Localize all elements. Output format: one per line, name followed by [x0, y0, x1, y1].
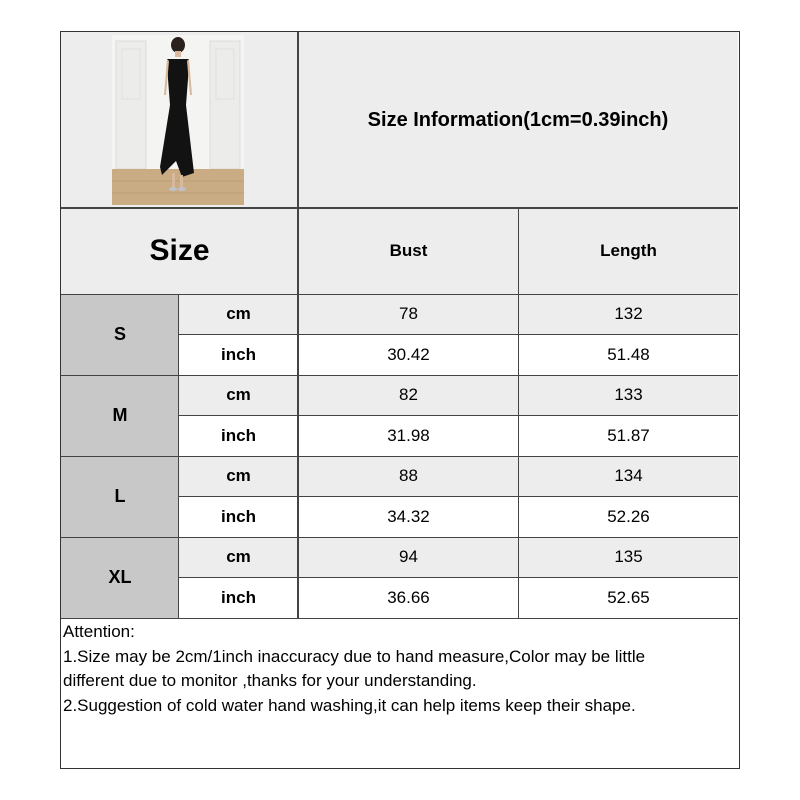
unit-label: inch: [221, 344, 256, 364]
length-value: [519, 537, 738, 577]
size-cell-s: [61, 294, 179, 375]
length-value: [519, 375, 738, 415]
grid-line: [61, 456, 738, 457]
grid-line: [61, 537, 738, 538]
value-text: 82: [399, 385, 418, 404]
value-text: 34.32: [387, 506, 430, 526]
value-text: 132: [614, 304, 643, 323]
value-text: 133: [614, 385, 643, 404]
grid-line: [61, 618, 738, 619]
unit-label: cm: [226, 466, 251, 485]
bust-value: [298, 334, 519, 375]
size-label: L: [114, 486, 126, 506]
bust-value: [298, 375, 519, 415]
value-text: 134: [614, 466, 643, 485]
bust-value: [298, 537, 519, 577]
bust-value: [298, 415, 519, 456]
unit-label: inch: [221, 587, 256, 607]
size-information-title: [298, 32, 738, 208]
unit-cell: [179, 537, 298, 577]
notes-line: different due to monitor ,thanks for your understanding.: [63, 671, 477, 690]
value-text: 94: [399, 547, 418, 566]
length-value: [519, 294, 738, 334]
value-text: 51.48: [607, 344, 650, 364]
unit-cell: [179, 294, 298, 334]
grid-line: [179, 577, 738, 578]
grid-line: [178, 294, 179, 618]
size-cell-l: [61, 456, 179, 537]
value-text: 36.66: [387, 587, 430, 607]
unit-cell: [179, 456, 298, 496]
size-label: S: [113, 324, 126, 344]
length-value: [519, 577, 738, 618]
unit-cell: [179, 334, 298, 375]
unit-label: inch: [221, 506, 256, 526]
value-text: 78: [399, 304, 418, 323]
value-text: 30.42: [387, 344, 430, 364]
bust-value: [298, 577, 519, 618]
grid-line: [518, 208, 519, 618]
grid-line: [61, 207, 738, 209]
title-text: Size Information(1cm=0.39inch): [367, 108, 669, 131]
grid-line: [61, 294, 738, 295]
notes-line: 1.Size may be 2cm/1inch inaccuracy due to hand measure,Color may be little: [63, 646, 646, 666]
length-value: [519, 496, 738, 537]
length-header-label: Length: [600, 241, 657, 260]
size-label: XL: [108, 567, 132, 587]
size-cell-xl: [61, 537, 179, 618]
unit-cell: [179, 577, 298, 618]
attention-notes: [63, 620, 738, 718]
length-value: [519, 334, 738, 375]
value-text: 31.98: [387, 425, 430, 445]
size-header-label: Size: [149, 234, 210, 267]
grid-line: [179, 334, 738, 335]
value-text: 88: [399, 466, 418, 485]
value-text: 52.26: [607, 506, 650, 526]
grid-line: [179, 496, 738, 497]
bust-value: [298, 496, 519, 537]
grid-line: [297, 32, 299, 618]
length-value: [519, 415, 738, 456]
value-text: 52.65: [607, 587, 650, 607]
unit-label: cm: [226, 385, 251, 404]
value-text: 51.87: [607, 425, 650, 445]
unit-cell: [179, 375, 298, 415]
grid-line: [179, 415, 738, 416]
size-cell-m: [61, 375, 179, 456]
notes-line: 2.Suggestion of cold water hand washing,it can help items keep their shape.: [63, 695, 636, 715]
length-value: [519, 456, 738, 496]
size-header: [61, 208, 298, 294]
unit-label: inch: [221, 425, 256, 445]
product-photo: [112, 35, 244, 205]
bust-value: [298, 294, 519, 334]
unit-cell: [179, 415, 298, 456]
size-label: M: [112, 405, 128, 425]
value-text: 135: [614, 547, 643, 566]
unit-label: cm: [226, 547, 251, 566]
unit-cell: [179, 496, 298, 537]
notes-heading: Attention:: [63, 622, 135, 641]
unit-label: cm: [226, 304, 251, 323]
bust-header-label: Bust: [389, 241, 428, 260]
grid-line: [61, 375, 738, 376]
bust-value: [298, 456, 519, 496]
bust-header: [298, 208, 519, 294]
length-header: [519, 208, 738, 294]
